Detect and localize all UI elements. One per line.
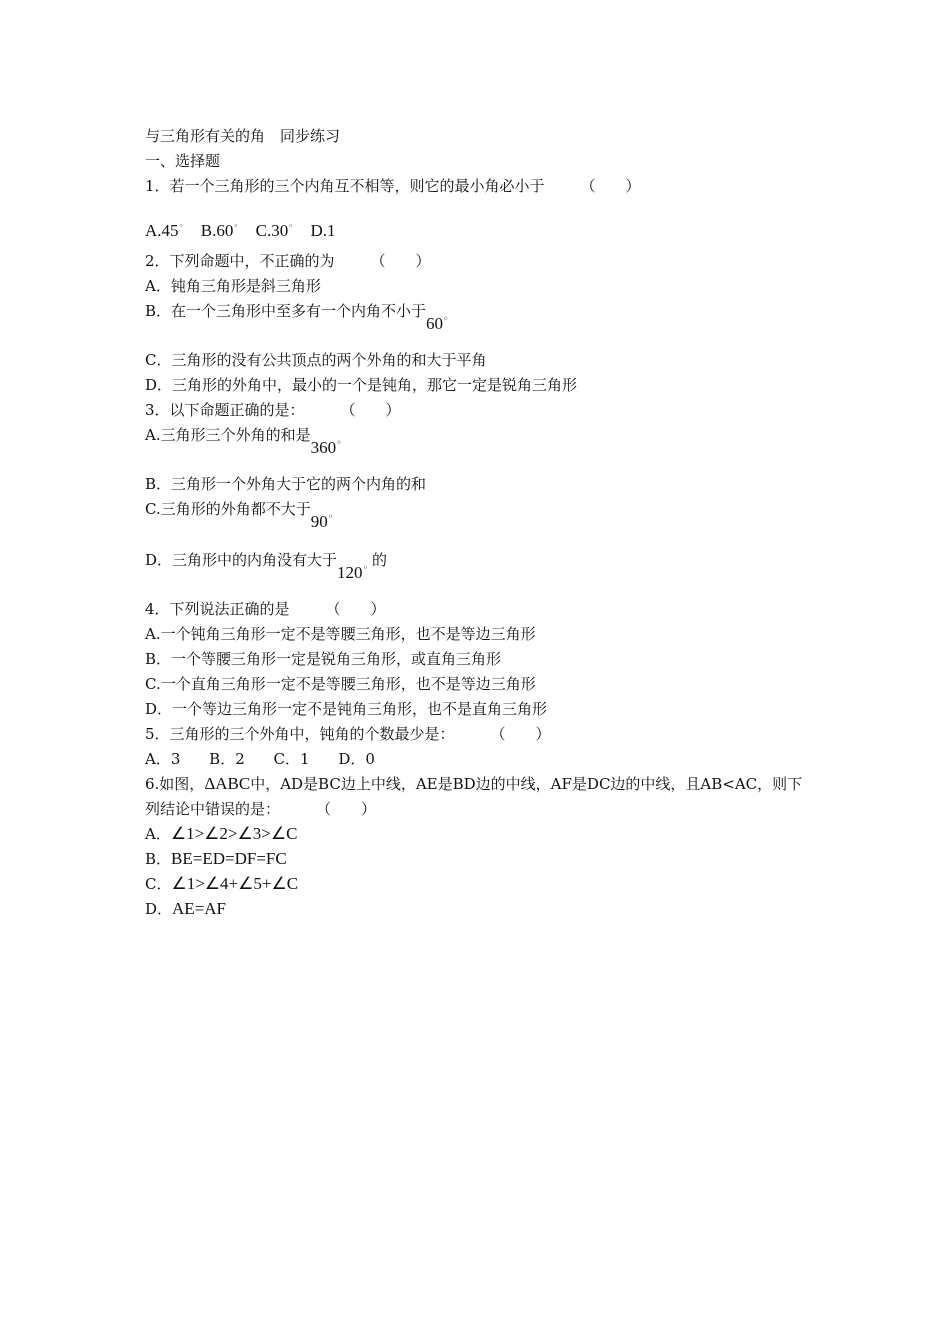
option-c: C．1 [273,750,310,768]
degree-mark: o [337,439,341,446]
angle-value: 60 [426,314,444,333]
question-3-option-b: B．三角形一个外角大于它的两个内角的和 [145,475,427,493]
question-6-stem-start: 6.如图， [145,775,205,793]
option-label: C． [145,875,172,893]
question-5-options [145,749,375,769]
degree-mark: o [289,223,293,229]
angle-value: 120 [337,563,363,582]
answer-paren: （ ） [316,800,377,818]
question-1-options [145,216,336,241]
option-a: A．3 [145,750,181,768]
question-4-option-b: B．一个等腰三角形一定是锐角三角形，或直角三角形 [145,650,502,668]
answer-paren: （ ） [325,600,386,618]
section-heading: 一、选择题 [145,152,221,170]
question-6-option-b [145,849,287,869]
question-3-option-c [145,499,333,531]
question-2 [145,251,431,271]
answer-paren: （ ） [340,401,401,419]
question-4-stem: 4．下列说法正确的是 [145,600,290,618]
option-b: B.60 [200,221,234,240]
option-d: D．0 [338,750,375,768]
option-label: A． [145,825,171,843]
answer-paren: （ ） [490,725,551,743]
question-2-stem: 2．下列命题中，不正确的为 [145,252,335,270]
question-6 [145,774,802,794]
option-suffix: 的 [371,551,387,569]
answer-paren: （ ） [580,177,641,195]
question-2-option-a: A．钝角三角形是斜三角形 [145,277,321,295]
question-6-option-d [145,899,226,919]
question-3 [145,400,401,420]
option-text: D．三角形中的内角没有大于 [145,551,338,569]
question-3-option-a [145,425,341,457]
option-b: B．2 [209,750,245,768]
degree-mark: o [328,513,333,520]
degree-mark: o [234,223,238,229]
question-6-option-c [145,874,298,894]
degree-mark: o [363,564,368,571]
question-6-stem-rest: 中，AD是BC边上中线，AE是BD边的中线，AF是DC边的中线，且AB<AC，则下 [250,775,803,793]
degree-mark: o [444,315,448,322]
question-5-stem: 5．三角形的三个外角中，钝角的个数最少是： [145,725,455,743]
option-math: AE=AF [172,899,227,918]
option-label: B． [145,850,172,868]
question-1 [145,176,641,196]
question-3-stem: 3．以下命题正确的是： [145,401,305,419]
question-4-option-a: A.一个钝角三角形一定不是等腰三角形，也不是等边三角形 [145,625,536,643]
question-4 [145,599,386,619]
question-1-stem: 1．若一个三角形的三个内角互不相等，则它的最小角必小于 [145,177,545,195]
question-5 [145,724,551,744]
angle-value: 360 [310,438,337,457]
question-3-option-d [145,550,387,582]
option-math: BE=ED=DF=FC [171,849,287,868]
question-6-stem-end: 列结论中错误的是： [145,800,281,818]
option-d: D.1 [310,221,336,240]
option-math: ∠1>∠2>∠3>∠C [170,824,298,843]
triangle-symbol: ΔABC [204,774,251,793]
degree-mark: o [179,223,183,229]
answer-paren: （ ） [370,252,431,270]
option-math: ∠1>∠4+∠5+∠C [171,874,299,893]
question-2-option-d: D．三角形的外角中，最小的一个是钝角，那它一定是锐角三角形 [145,376,578,394]
question-4-option-d: D．一个等边三角形一定不是钝角三角形，也不是直角三角形 [145,700,548,718]
question-2-option-b [145,301,448,333]
option-label: D． [145,900,173,918]
option-text: A.三角形三个外角的和是 [145,426,311,444]
option-a: A.45 [145,221,179,240]
option-text: C.三角形的外角都不大于 [145,500,311,518]
question-6-line-2 [145,799,376,819]
angle-value: 90 [310,512,328,531]
document-title: 与三角形有关的角 同步练习 [145,127,341,145]
question-6-option-a [145,824,297,844]
option-c: C.30 [255,221,289,240]
option-text: B．在一个三角形中至多有一个内角不小于 [145,302,427,320]
question-4-option-c: C.一个直角三角形一定不是等腰三角形，也不是等边三角形 [145,675,536,693]
question-2-option-c: C．三角形的没有公共顶点的两个外角的和大于平角 [145,351,487,369]
